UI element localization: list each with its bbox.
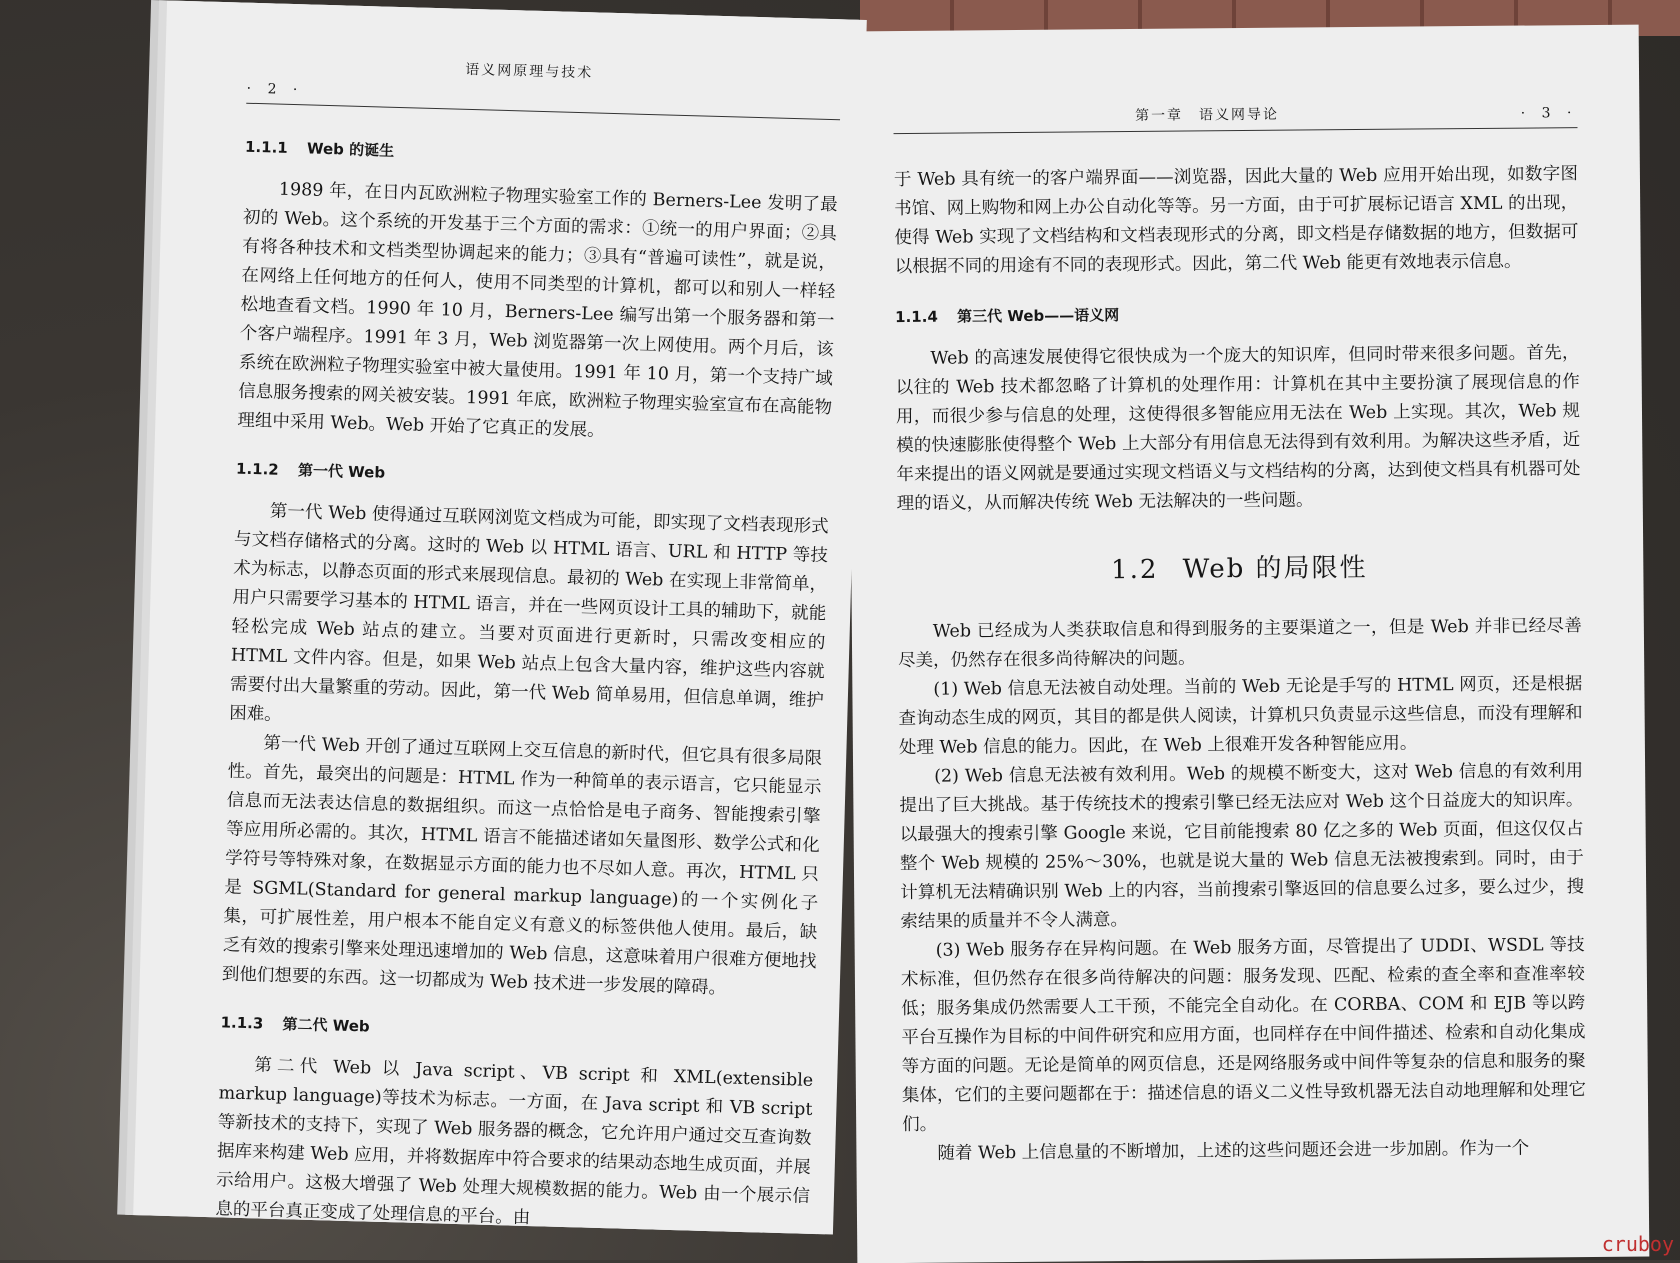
section-heading-1-2 <box>897 545 1581 588</box>
section-heading-1-1-2 <box>236 458 830 496</box>
right-header-title: 第一章 语义网导论 <box>1134 106 1280 124</box>
right-running-header <box>893 101 1577 134</box>
section-heading-1-1-4 <box>895 300 1579 327</box>
left-page-number: · 2 · <box>246 80 304 99</box>
section-heading-1-1-3 <box>220 1011 814 1049</box>
paragraph: (1) Web 信息无法被自动处理。当前的 Web 无论是手写的 HTML 网页，还是根据查询动态生成的网页，其目的都是供人阅读，计算机只负责显示这些信息，而没有理解和处理 Web 信息的能力。因此，在 Web 上很难开发各种智能应用。 <box>898 674 1583 759</box>
right-page <box>847 25 1650 1263</box>
section-title: Web 的诞生 <box>306 139 395 160</box>
paragraph: (2) Web 信息无法被有效利用。Web 的规模不断变大，这对 Web 信息的有效利用提出了巨大挑战。基于传统技术的搜索引擎已经无法应对 Web 这个日益庞大的知识库。以最强大的搜索引擎 Google 来说，它目前能搜索 80 亿之多的 Web 页面，但这仅仅占整个 Web 规模的 25%～30%，也就是说大量的 Web 信息无法被搜索到。同时，由于计算机无法精确识别 Web 上的内容，当前搜索引擎返回的信息要么过多，要么过少，搜索结果的质量并不令人满意。 <box>899 761 1585 933</box>
paragraph: 第二代 Web 以 Java script、VB script 和 XML(extensible markup language)等技术为标志。一方面，在 Java script 和 VB script 等新技术的支持下，实现了 Web 服务器的概念，它允许用户通过交互查询数据库来构建 Web 应用，并将数据库中符合要求的结果动态地生成页面，并展示给用户。这极大增强了 Web 处理大规模数据的能力。Web 由一个展示信息的平台真正变成了处理信息的平台。由 <box>215 1055 814 1229</box>
watermark-text: cruboy <box>1601 1232 1674 1256</box>
paragraph: 随着 Web 上信息量的不断增加，上述的这些问题还会进一步加剧。作为一个 <box>937 1138 1530 1164</box>
section-number: 1.2 <box>1110 554 1159 586</box>
left-page <box>133 0 867 1234</box>
paragraph: 第一代 Web 开创了通过互联网上交互信息的新时代，但它具有很多局限性。首先，最突出的问题是：HTML 作为一种简单的表示语言，它只能显示信息而无法表达信息的数据组织。而这一点恰恰是电子商务、智能搜索引擎等应用所必需的。其次，HTML 语言不能描述诸如矢量图形、数学公式和化学符号等特殊对象，在数据显示方面的能力也不尽如人意。再次，HTML 只是 SGML(Standard for general markup language)的一个实例化子集，可扩展性差，用户根本不能自定义有意义的标签供他人使用。最后，缺乏有效的搜索引擎来处理迅速增加的 Web 信息，这意味着用户很难方便地找到他们想要的东西。这一切都成为 Web 技术进一步发展的障碍。 <box>221 733 823 999</box>
paragraph: Web 已经成为人类获取信息和得到服务的主要渠道之一，但是 Web 并非已经尽善尽美，仍然存在很多尚待解决的问题。 <box>898 616 1582 672</box>
paragraph: 1989 年，在日内瓦欧洲粒子物理实验室工作的 Berners-Lee 发明了最初的 Web。这个系统的开发基于三个方面的需求：①统一的用户界面；②具有将各种技术和文档类型协调起来的能力；③具有“普遍可读性”，就是说，在网络上任何地方的任何人，使用不同类型的计算机，都可以和别人一样轻松地查看文档。1990 年 10 月，Berners-Lee 编写出第一个服务器和第一个客户端程序。1991 年 3 月，Web 浏览器第一次上网使用。两个月后，该系统在欧洲粒子物理实验室中被大量使用。1991 年 10 月，第一个支持广域信息服务搜索的网关被安装。1991 年底，欧洲粒子物理实验室宣布在高能物理组中采用 Web。Web 开始了它真正的发展。 <box>237 179 838 441</box>
section-title: 第一代 Web <box>297 461 386 482</box>
section-number: 1.1.1 <box>244 137 288 157</box>
left-header-title: 语义网原理与技术 <box>465 61 594 82</box>
paragraph-continued: 于 Web 具有统一的客户端界面——浏览器，因此大量的 Web 应用开始出现，如数字图书馆、网上购物和网上办公自动化等等。另一方面，由于可扩展标记语言 XML 的出现，使得 Web 实现了文档结构和文档表现形式的分离，即文档是存储数据的地方，但数据可以根据不同的用途有不同的表现形式。因此，第二代 Web 能更有效地表示信息。 <box>893 164 1579 278</box>
section-number: 1.1.4 <box>895 307 938 327</box>
section-heading-1-1-1 <box>245 136 839 174</box>
section-title: 第二代 Web <box>282 1015 370 1036</box>
section-number: 1.1.2 <box>235 459 280 479</box>
left-running-header <box>246 61 840 121</box>
section-title: Web 的局限性 <box>1182 552 1368 585</box>
section-number: 1.1.3 <box>220 1013 264 1033</box>
section-title: 第三代 Web——语义网 <box>957 306 1120 326</box>
paragraph: 第一代 Web 使得通过互联网浏览文档成为可能，即实现了文档表现形式与文档存储格式的分离。这时的 Web 以 HTML 语言、URL 和 HTTP 等技术为标志，以静态页面的形式来展现信息。最初的 Web 在实现上非常简单，用户只需要学习基本的 HTML 语言，并在一些网页设计工具的辅助下，就能轻松完成 Web 站点的建立。当要对页面进行更新时，只需改变相应的 HTML 文件内容。但是，如果 Web 站点上包含大量内容，维护这些内容就需要付出大量繁重的劳动。因此，第一代 Web 简单易用，但信息单调，维护困难。 <box>228 501 829 725</box>
right-page-number: · 3 · <box>1520 105 1578 122</box>
paragraph: Web 的高速发展使得它很快成为一个庞大的知识库，但同时带来很多问题。首先，以往的 Web 技术都忽略了计算机的处理作用：计算机在其中主要扮演了展现信息的作用，而很少参与信息的处理，这使得很多智能应用无法在 Web 上实现。其次，Web 规模的快速膨胀使得整个 Web 上大部分有用信息无法得到有效利用。为解决这些矛盾，近年来提出的语义网就是要通过实现文档语义与文档结构的分离，达到使文档具有机器可处理的语义，从而解决传统 Web 无法解决的一些问题。 <box>895 343 1581 515</box>
paragraph: (3) Web 服务存在异构问题。在 Web 服务方面，尽管提出了 UDDI、WSDL 等技术标准，但仍然存在很多尚待解决的问题：服务发现、匹配、检索的查全率和查准率较低；服务集成仍然需要人工干预，不能完全自动化。在 CORBA、COM 和 EJB 等以跨平台互操作为目标的中间件研究和应用方面，也同样存在中间件描述、检索和自动化集成等方面的问题。无论是简单的网页信息，还是网络服务或中间件等复杂的信息和服务的聚集体，它们的主要问题都在于：描述信息的语义二义性导致机器无法自动地理解和处理它们。 <box>900 935 1586 1136</box>
